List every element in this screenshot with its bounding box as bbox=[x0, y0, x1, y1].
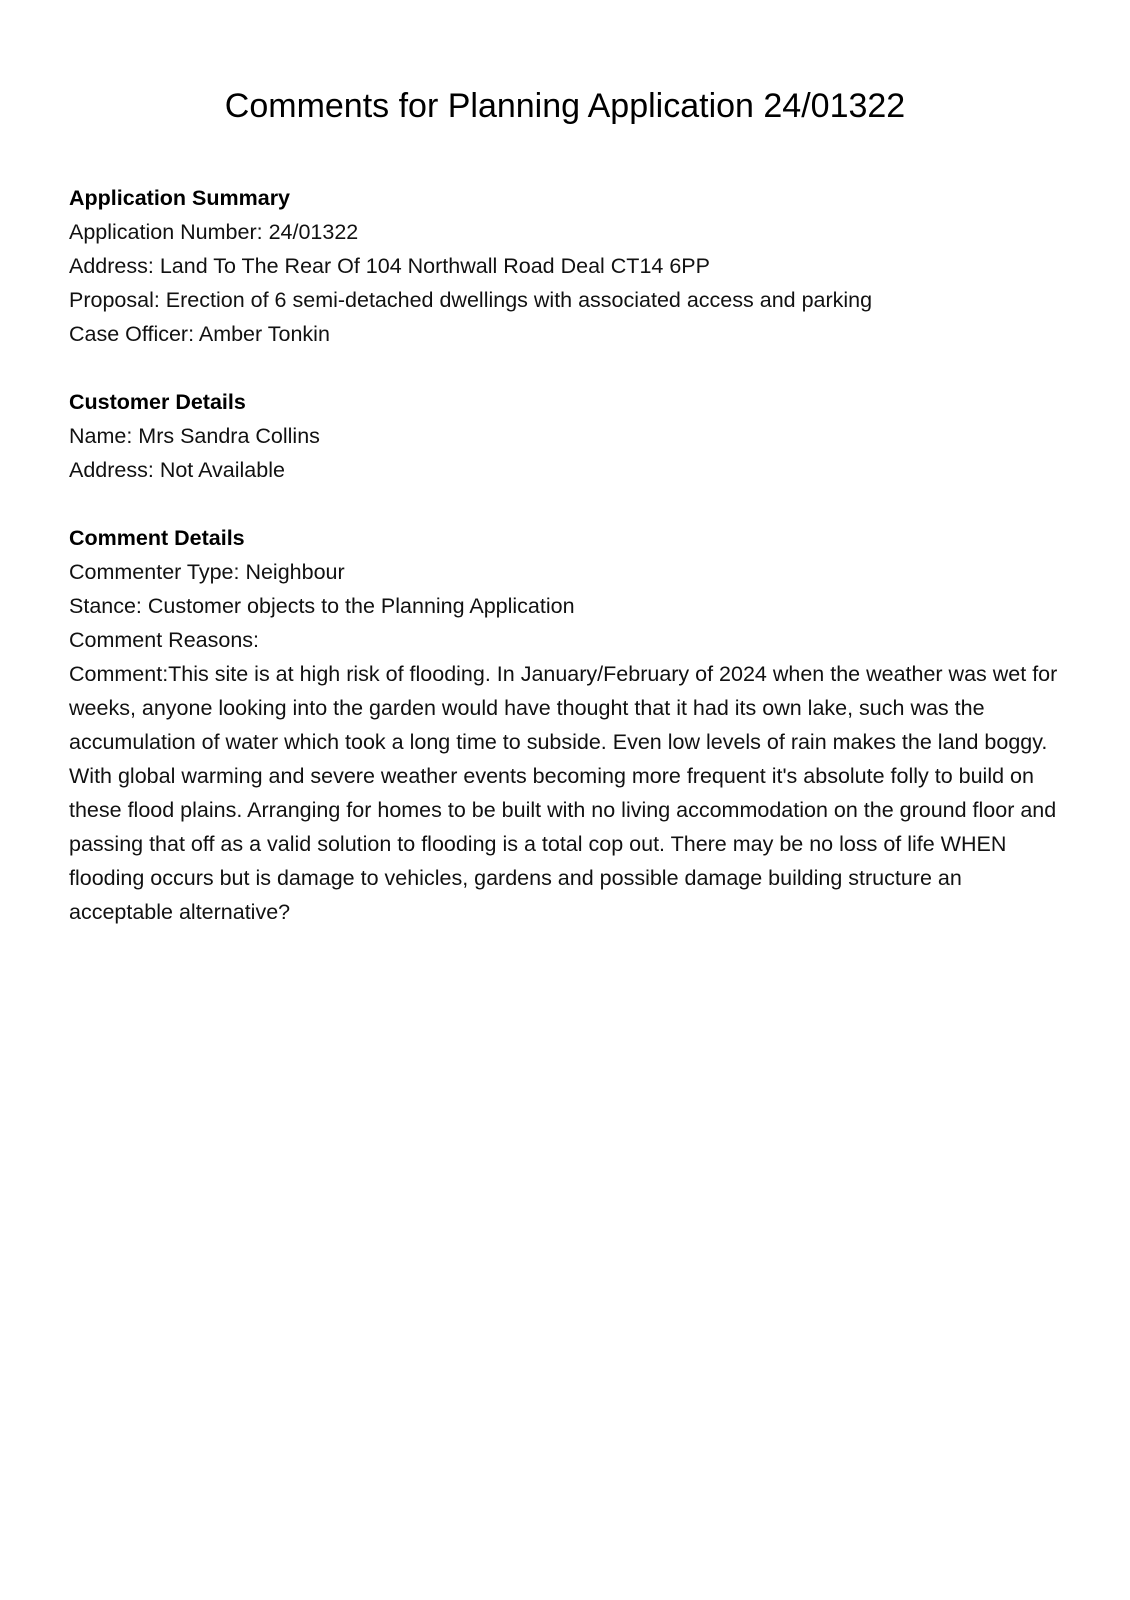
customer-name: Name: Mrs Sandra Collins bbox=[69, 424, 320, 448]
application-summary-heading: Application Summary bbox=[69, 186, 291, 210]
application-number: Application Number: 24/01322 bbox=[69, 220, 359, 244]
page-title: Comments for Planning Application 24/01322 bbox=[224, 87, 906, 125]
comment-body: Comment:This site is at high risk of flooding. In January/February of 2024 when the weather was wet for weeks, anyone looking into the garden would have thought that it had its own lake, such was the accumulation of water which took a long time to subside. Even low levels of rain makes the land boggy. With global warming and severe weather events becoming more frequent it's absolute folly to build on these flood plains. Arranging for homes to be built with no living accommodation on the ground floor and passing that off as a valid solution to flooding is a total cop out. There may be no loss of life WHEN flooding occurs but is damage to vehicles, gardens and possible damage building structure an acceptable alternative? bbox=[69, 662, 1058, 924]
comment-details-section bbox=[69, 521, 1059, 929]
customer-details-section bbox=[69, 385, 1059, 487]
customer-details-heading: Customer Details bbox=[69, 390, 246, 414]
commenter-type: Commenter Type: Neighbour bbox=[69, 560, 345, 584]
comment-stance: Stance: Customer objects to the Planning Application bbox=[69, 594, 575, 618]
document-content bbox=[69, 181, 1059, 963]
application-summary-section bbox=[69, 181, 1059, 351]
application-address: Address: Land To The Rear Of 104 Northwall Road Deal CT14 6PP bbox=[69, 254, 710, 278]
application-proposal: Proposal: Erection of 6 semi-detached dwellings with associated access and parking bbox=[69, 288, 873, 312]
comment-reasons: Comment Reasons: bbox=[69, 628, 259, 652]
case-officer: Case Officer: Amber Tonkin bbox=[69, 322, 330, 346]
comment-details-heading: Comment Details bbox=[69, 526, 245, 550]
customer-address: Address: Not Available bbox=[69, 458, 285, 482]
